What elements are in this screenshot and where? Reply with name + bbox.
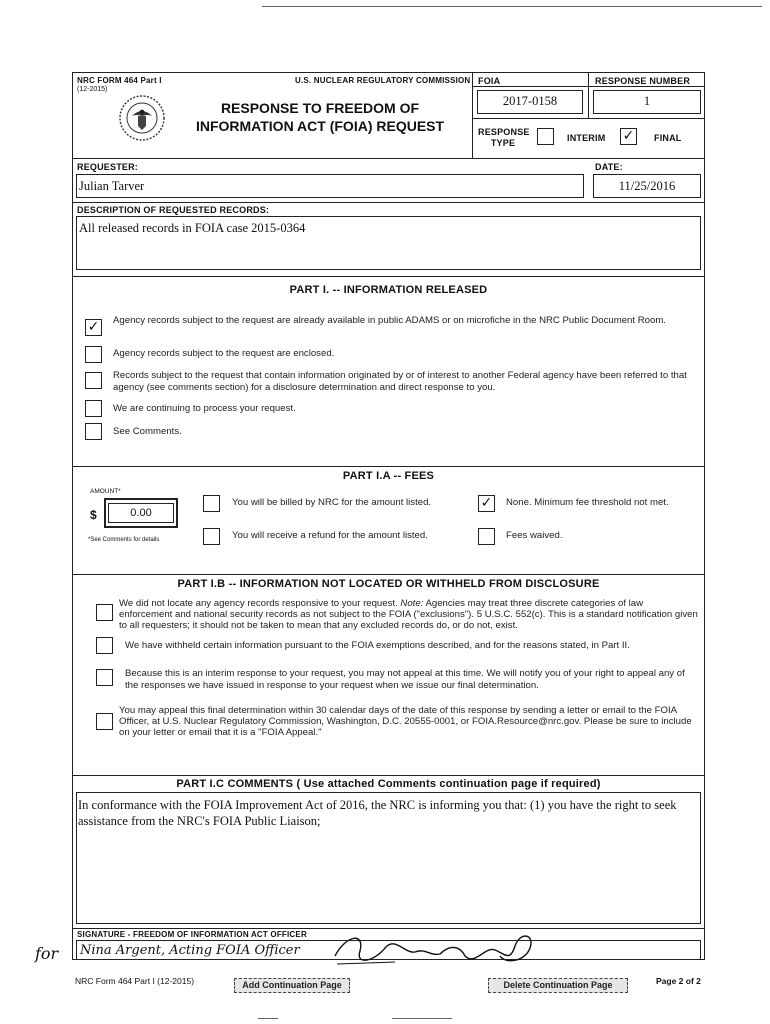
page-number: Page 2 of 2: [656, 976, 701, 986]
amount-value: 0.00: [130, 507, 152, 519]
part1-item2-checkbox[interactable]: [85, 346, 102, 363]
part1b-item2-text: We have withheld certain information pursuant to the FOIA exemptions described, and for the reasons stated, in Part II.: [125, 640, 630, 651]
handwritten-signature: [325, 926, 555, 970]
amount-footnote: *See Comments for details: [88, 537, 160, 543]
signature-name: Nina Argent, Acting FOIA Officer: [80, 943, 300, 958]
final-checkbox[interactable]: ✓: [620, 128, 637, 145]
part1-item1-checkbox[interactable]: ✓: [85, 319, 102, 336]
footer-form-id: NRC Form 464 Part I (12-2015): [75, 976, 195, 986]
response-type-divider: [472, 118, 705, 119]
waived-text: Fees waived.: [506, 530, 563, 541]
currency-symbol: $: [90, 508, 97, 522]
part1-item5-checkbox[interactable]: [85, 423, 102, 440]
response-type-line-2: TYPE: [490, 138, 516, 148]
part1b-item1-checkbox[interactable]: [96, 604, 113, 621]
part1-item4-text: We are continuing to process your request.: [113, 403, 296, 414]
part1-title: PART I. -- INFORMATION RELEASED: [289, 284, 488, 296]
part1a-top-rule: [72, 466, 705, 467]
part1-item1-text: Agency records subject to the request are already available in public ADAMS or on microfiche in the NRC Public Document Room.: [113, 315, 666, 326]
requester-top-rule: [72, 158, 705, 159]
part1-item4-checkbox[interactable]: [85, 400, 102, 417]
part1-item3-checkbox[interactable]: [85, 372, 102, 389]
delete-continuation-page-button[interactable]: Delete Continuation Page: [488, 978, 628, 993]
scan-mark-bottom-2: [392, 1018, 452, 1019]
header-divider-h: [472, 86, 705, 87]
part1c-top-rule: [72, 775, 705, 776]
description-label: DESCRIPTION OF REQUESTED RECORDS:: [77, 205, 270, 215]
margin-initials: for: [35, 944, 59, 963]
part1b-item2-checkbox[interactable]: [96, 637, 113, 654]
requester-label: REQUESTER:: [77, 162, 139, 172]
interim-checkbox[interactable]: [537, 128, 554, 145]
add-continuation-page-button[interactable]: Add Continuation Page: [234, 978, 350, 993]
part1b-top-rule: [72, 574, 705, 575]
foia-number: 2017-0158: [502, 94, 558, 108]
final-label: FINAL: [654, 133, 682, 143]
billed-checkbox[interactable]: [203, 495, 220, 512]
requester-field[interactable]: [76, 174, 584, 198]
requester-name: Julian Tarver: [79, 179, 145, 193]
waived-checkbox[interactable]: [478, 528, 495, 545]
none-checkbox[interactable]: ✓: [478, 495, 495, 512]
foia-label: FOIA: [478, 76, 501, 86]
part1-item2-text: Agency records subject to the request are enclosed.: [113, 348, 335, 359]
response-number-label: RESPONSE NUMBER: [595, 76, 691, 86]
form-title: [185, 99, 455, 135]
description-text: All released records in FOIA case 2015-0364: [79, 221, 306, 235]
part1b-title: PART I.B -- INFORMATION NOT LOCATED OR WITHHELD FROM DISCLOSURE: [177, 578, 600, 590]
description-top-rule: [72, 202, 705, 203]
refund-checkbox[interactable]: [203, 528, 220, 545]
form-id: NRC FORM 464 Part I: [77, 76, 162, 85]
part1b-item4-checkbox[interactable]: [96, 713, 113, 730]
part1-top-rule: [72, 276, 705, 277]
scan-mark-top: [262, 6, 762, 7]
amount-label: AMOUNT*: [90, 488, 121, 495]
part1b-item4-text: You may appeal this final determination within 30 calendar days of the date of this response by sending a letter or email to the FOIA Officer, at U.S. Nuclear Regulatory Commission, Washington, D.C. 20555-0001, or FOIA.Resource@nrc.gov. Please be sure to include on your letter or email that it is a "FOIA Appeal.": [119, 705, 692, 738]
refund-text: You will receive a refund for the amount listed.: [232, 530, 428, 541]
part1-item3-text: Records subject to the request that contain information originated by or of interest to another Federal agency have been referred to that agency (see comments section) for a disclosure determination and direct response to you.: [113, 370, 687, 393]
header-divider-v: [472, 72, 473, 158]
part1a-title: PART I.A -- FEES: [342, 470, 435, 482]
part1b-item1-rest: Agencies may treat three discrete categories of law enforcement and national security records as not subject to the FOIA ("exclusions"). 5 U.S.C. 552(c). This is a standard notification given to all requesters; it should not be taken to mean that any excluded records do, or do not, exist.: [119, 598, 698, 631]
part1b-item3-checkbox[interactable]: [96, 669, 113, 686]
part1b-item3-text: Because this is an interim response to your request, you may not appeal at this time. We will notify you of your right to appeal any of the responses we have issued in response to your request when we issue our final determination.: [125, 668, 685, 691]
none-text: None. Minimum fee threshold not met.: [506, 497, 669, 508]
part1c-title: PART I.C COMMENTS ( Use attached Comments continuation page if required): [176, 778, 601, 790]
date-value: 11/25/2016: [618, 179, 676, 193]
response-type-label: [478, 127, 528, 149]
comments-text: In conformance with the FOIA Improvement Act of 2016, the NRC is informing you that: (1) you have the right to seek assistance from the NRC's FOIA Public Liaison;: [78, 798, 677, 828]
interim-label: INTERIM: [567, 133, 606, 143]
scan-mark-bottom-1: [258, 1018, 278, 1019]
part1b-note-label: Note:: [400, 598, 424, 609]
response-number: 1: [643, 94, 651, 108]
header-divider-v2: [588, 72, 589, 118]
billed-text: You will be billed by NRC for the amount listed.: [232, 497, 432, 508]
title-line-1: RESPONSE TO FREEDOM OF: [220, 100, 420, 116]
agency-name: U.S. NUCLEAR REGULATORY COMMISSION: [295, 76, 471, 85]
response-type-line-1: RESPONSE: [478, 127, 530, 137]
part1b-item1-text: [119, 598, 699, 631]
signature-label: SIGNATURE - FREEDOM OF INFORMATION ACT OFFICER: [77, 930, 307, 939]
date-label: DATE:: [595, 162, 623, 172]
title-line-2: INFORMATION ACT (FOIA) REQUEST: [195, 118, 445, 134]
part1-item5-text: See Comments.: [113, 426, 182, 437]
form-date: (12-2015): [77, 86, 108, 93]
part1b-item1-lead: We did not locate any agency records responsive to your request.: [119, 598, 401, 609]
nrc-seal-logo: [118, 94, 166, 142]
